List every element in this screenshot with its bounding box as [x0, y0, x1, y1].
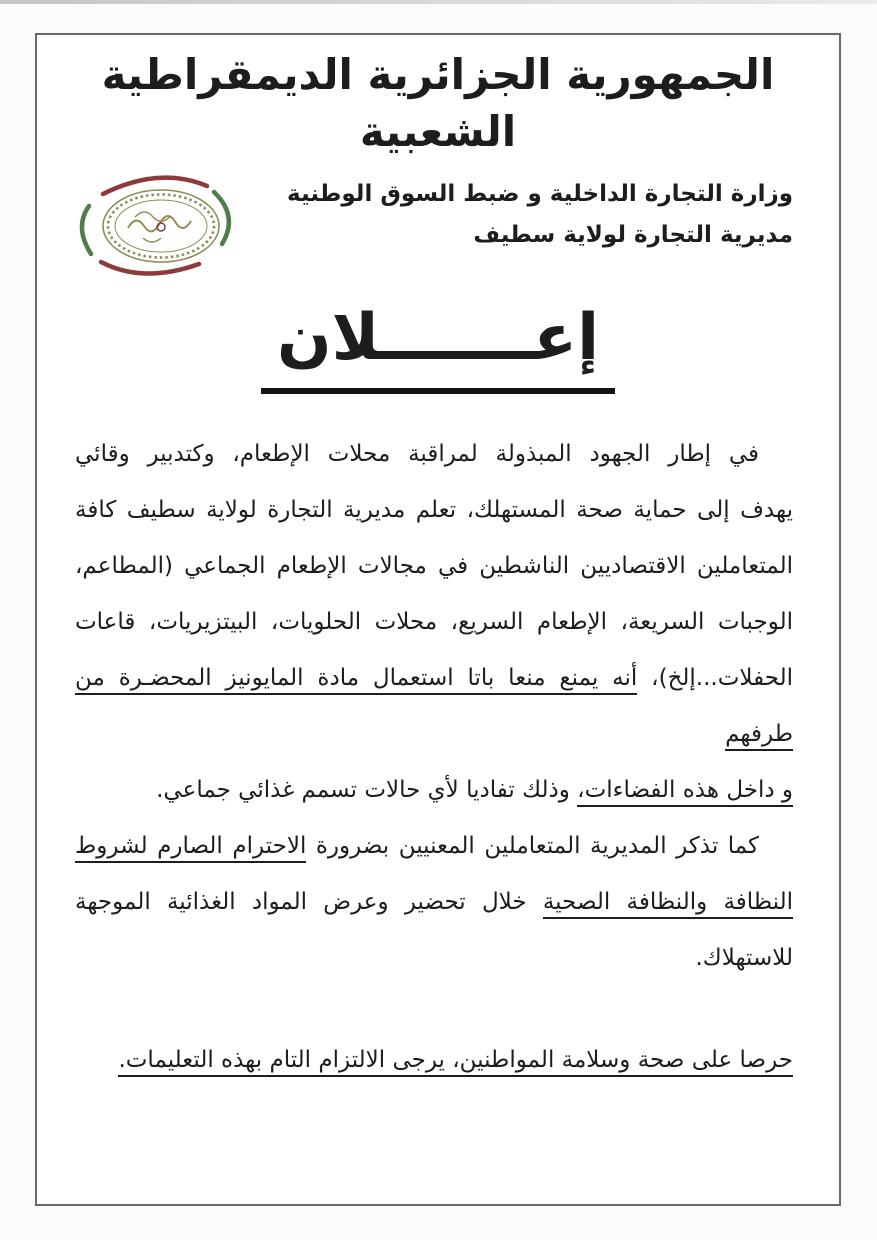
ministry-logo-icon: [73, 172, 245, 278]
text-segment: يهدف إلى حماية صحة المستهلك، تعلم مديرية التجارة لولاية سطيف كافة: [75, 496, 793, 523]
document-header: [37, 160, 839, 278]
text-segment: خلال تحضير وعرض المواد الغذائية الموجهة: [75, 888, 543, 915]
text-segment: كما تذكر المديرية المتعاملين المعنيين بضرورة: [306, 832, 760, 859]
ministry-block: [287, 170, 793, 256]
body-line-9: [75, 930, 793, 986]
text-segment: للاستهلاك.: [695, 944, 793, 971]
body-line-3: [75, 538, 793, 594]
ministry-name: وزارة التجارة الداخلية و ضبط السوق الوطنية: [287, 181, 793, 208]
text-segment: في إطار الجهود المبذولة لمراقبة محلات الإطعام، وكتدبير وقائي: [75, 440, 759, 467]
directorate-name: مديرية التجارة لولاية سطيف: [473, 222, 793, 249]
body-line-4: [75, 594, 793, 650]
closing-instruction: [37, 986, 839, 1086]
republic-title: الجمهورية الجزائرية الديمقراطية الشعبية: [101, 50, 775, 156]
body-line-8: [75, 874, 793, 930]
underlined-segment: النظافة والنظافة الصحية: [543, 889, 793, 919]
body-line-7: [75, 818, 793, 874]
underlined-segment: الاحترام الصارم لشروط: [75, 833, 306, 863]
underlined-segment: حرصا على صحة وسلامة المواطنين، يرجى الالتزام التام بهذه التعليمات.: [118, 1047, 793, 1077]
text-segment: الحفلات...إلخ)،: [637, 664, 793, 691]
text-segment: وذلك تفاديا لأي حالات تسمم غذائي جماعي.: [156, 776, 578, 803]
underlined-segment: و داخل هذه الفضاءات،: [577, 777, 793, 807]
underlined-segment: أنه يمنع منعا باتا استعمال مادة المايونيز المحضـرة من طرفهم: [75, 665, 793, 751]
body-line-2: [75, 482, 793, 538]
document-frame: [35, 33, 841, 1206]
title-wrap: [37, 302, 839, 394]
scan-edge-artifact: [0, 0, 877, 4]
announcement-body: [37, 394, 839, 986]
announcement-title: إعـــــــلان: [261, 302, 615, 394]
text-segment: الوجبات السريعة، الإطعام السريع، محلات الحلويات، البيتزيريات، قاعات: [75, 608, 793, 635]
text-segment: المتعاملين الاقتصاديين الناشطين في مجالات الإطعام الجماعي (المطاعم،: [75, 552, 793, 579]
body-line-6: [75, 762, 793, 818]
body-line-1: [75, 426, 793, 482]
body-line-5: [75, 650, 793, 762]
